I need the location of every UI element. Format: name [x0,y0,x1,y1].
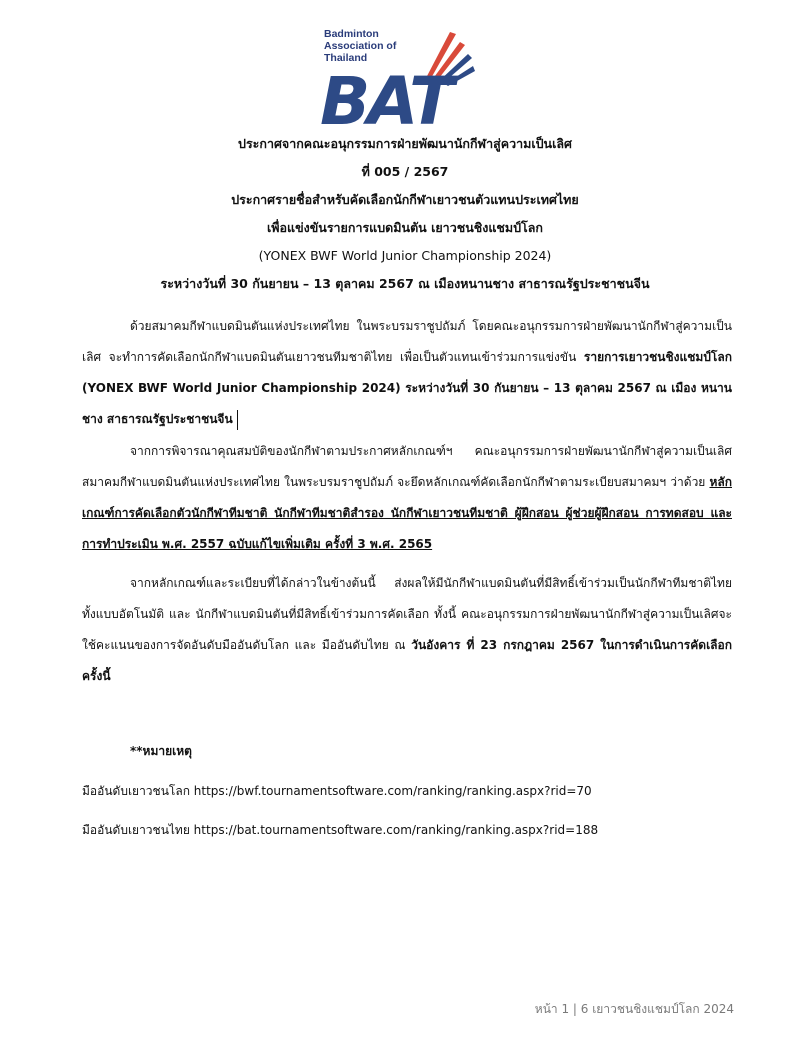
text-cursor [237,410,238,430]
thai-junior-ranking-link[interactable]: มืออันดับเยาวชนไทย https://bat.tournamentsoftware.com/ranking/ranking.aspx?rid=188 [82,823,599,837]
paragraph-intro [82,311,732,435]
paragraph-ranking-text: จากหลักเกณฑ์และระเบียบที่ได้กล่าวในข้างต้นนี้ ส่งผลให้มีนักกีฬาแบดมินตันที่มีสิทธิ์เข้าร่วมเป็นนักกีฬาทีมชาติไทย ทั้งแบบอัตโนมัติ และ นักกีฬาแบดมินตันที่มีสิทธิ์เข้าร่วมการคัดเลือก ทั้งนี้ คณะอนุกรรมการฝ่ายพัฒนานักกีฬาสู่ความเป็นเลิศจะใช้คะแนนของการจัดอันดับมืออันดับโลก และ มืออันดับไทย ณ [82,576,732,652]
announcement-dates-venue: ระหว่างวันที่ 30 กันยายน – 13 ตุลาคม 2567 ณ เมืองหนานชาง สาธารณรัฐประชาชนจีน [160,276,650,291]
logo-org-line-2: Association of [324,40,397,52]
logo-org-name [324,28,396,64]
paragraph-ranking [82,568,732,692]
page-footer: หน้า 1 | 6 เยาวชนชิงแชมป์โลก 2024 [534,1002,734,1016]
paragraph-criteria-text: จากการพิจารณาคุณสมบัติของนักกีฬาตามประกาศหลักเกณฑ์ฯ คณะอนุกรรมการฝ่ายพัฒนานักกีฬาสู่ความเป็นเลิศ สมาคมกีฬาแบดมินตันแห่งประเทศไทย ในพระบรมราชูปถัมภ์ จะยึดหลักเกณฑ์คัดเลือกนักกีฬาตามระเบียบสมาคมฯ ว่าด้วย [82,444,732,489]
paragraph-criteria [82,436,732,560]
logo-wordmark: BAT [320,63,452,140]
logo-org-line-3: Thailand [324,52,368,64]
paragraph-ranking-date: วันอังคาร ที่ 23 กรกฎาคม 2567 ในการดำเนินการคัดเลือกครั้งนี้ [82,638,732,683]
announcement-event: เพื่อแข่งขันรายการแบดมินตัน เยาวชนชิงแชมป์โลก [267,220,543,235]
paragraph-intro-text: ด้วยสมาคมกีฬาแบดมินตันแห่งประเทศไทย ในพระบรมราชูปถัมภ์ โดยคณะอนุกรรมการฝ่ายพัฒนานักกีฬาสู่ความเป็นเลิศ จะทำการคัดเลือกนักกีฬาแบดมินตันเยาวชนทีมชาติไทย เพื่อเป็นตัวแทนเข้าร่วมการแข่งขัน [82,319,732,364]
paragraph-intro-bold: รายการเยาวชนชิงแชมป์โลก (YONEX BWF World Junior Championship 2024) ระหว่างวันที่ 30 กันยายน – 13 ตุลาคม 2567 ณ เมือง หนานชาง สาธารณรัฐประชาชนจีน [82,350,732,426]
world-junior-ranking-link[interactable]: มืออันดับเยาวชนโลก https://bwf.tournamentsoftware.com/ranking/ranking.aspx?rid=70 [82,784,592,798]
announcement-subject: ประกาศรายชื่อสำหรับคัดเลือกนักกีฬาเยาวชนตัวแทนประเทศไทย [231,192,579,207]
paragraph-criteria-regulation: หลักเกณฑ์การคัดเลือกตัวนักกีฬาทีมชาติ นักกีฬาทีมชาติสำรอง นักกีฬาเยาวชนทีมชาติ ผู้ฝึกสอน ผู้ช่วยผู้ฝึกสอน การทดสอบ และ การทำประเมิน พ.ศ. 2557 ฉบับแก้ไขเพิ่มเติม ครั้งที่ 3 พ.ศ. 2565 [82,475,732,551]
bat-logo [316,22,478,140]
announcement-title: ประกาศจากคณะอนุกรรมการฝ่ายพัฒนานักกีฬาสู่ความเป็นเลิศ [238,136,572,151]
announcement-event-english: (YONEX BWF World Junior Championship 2024) [258,248,552,263]
logo-org-line-1: Badminton [324,28,379,40]
note-heading: **หมายเหตุ [130,744,192,758]
announcement-number: ที่ 005 / 2567 [361,164,449,179]
